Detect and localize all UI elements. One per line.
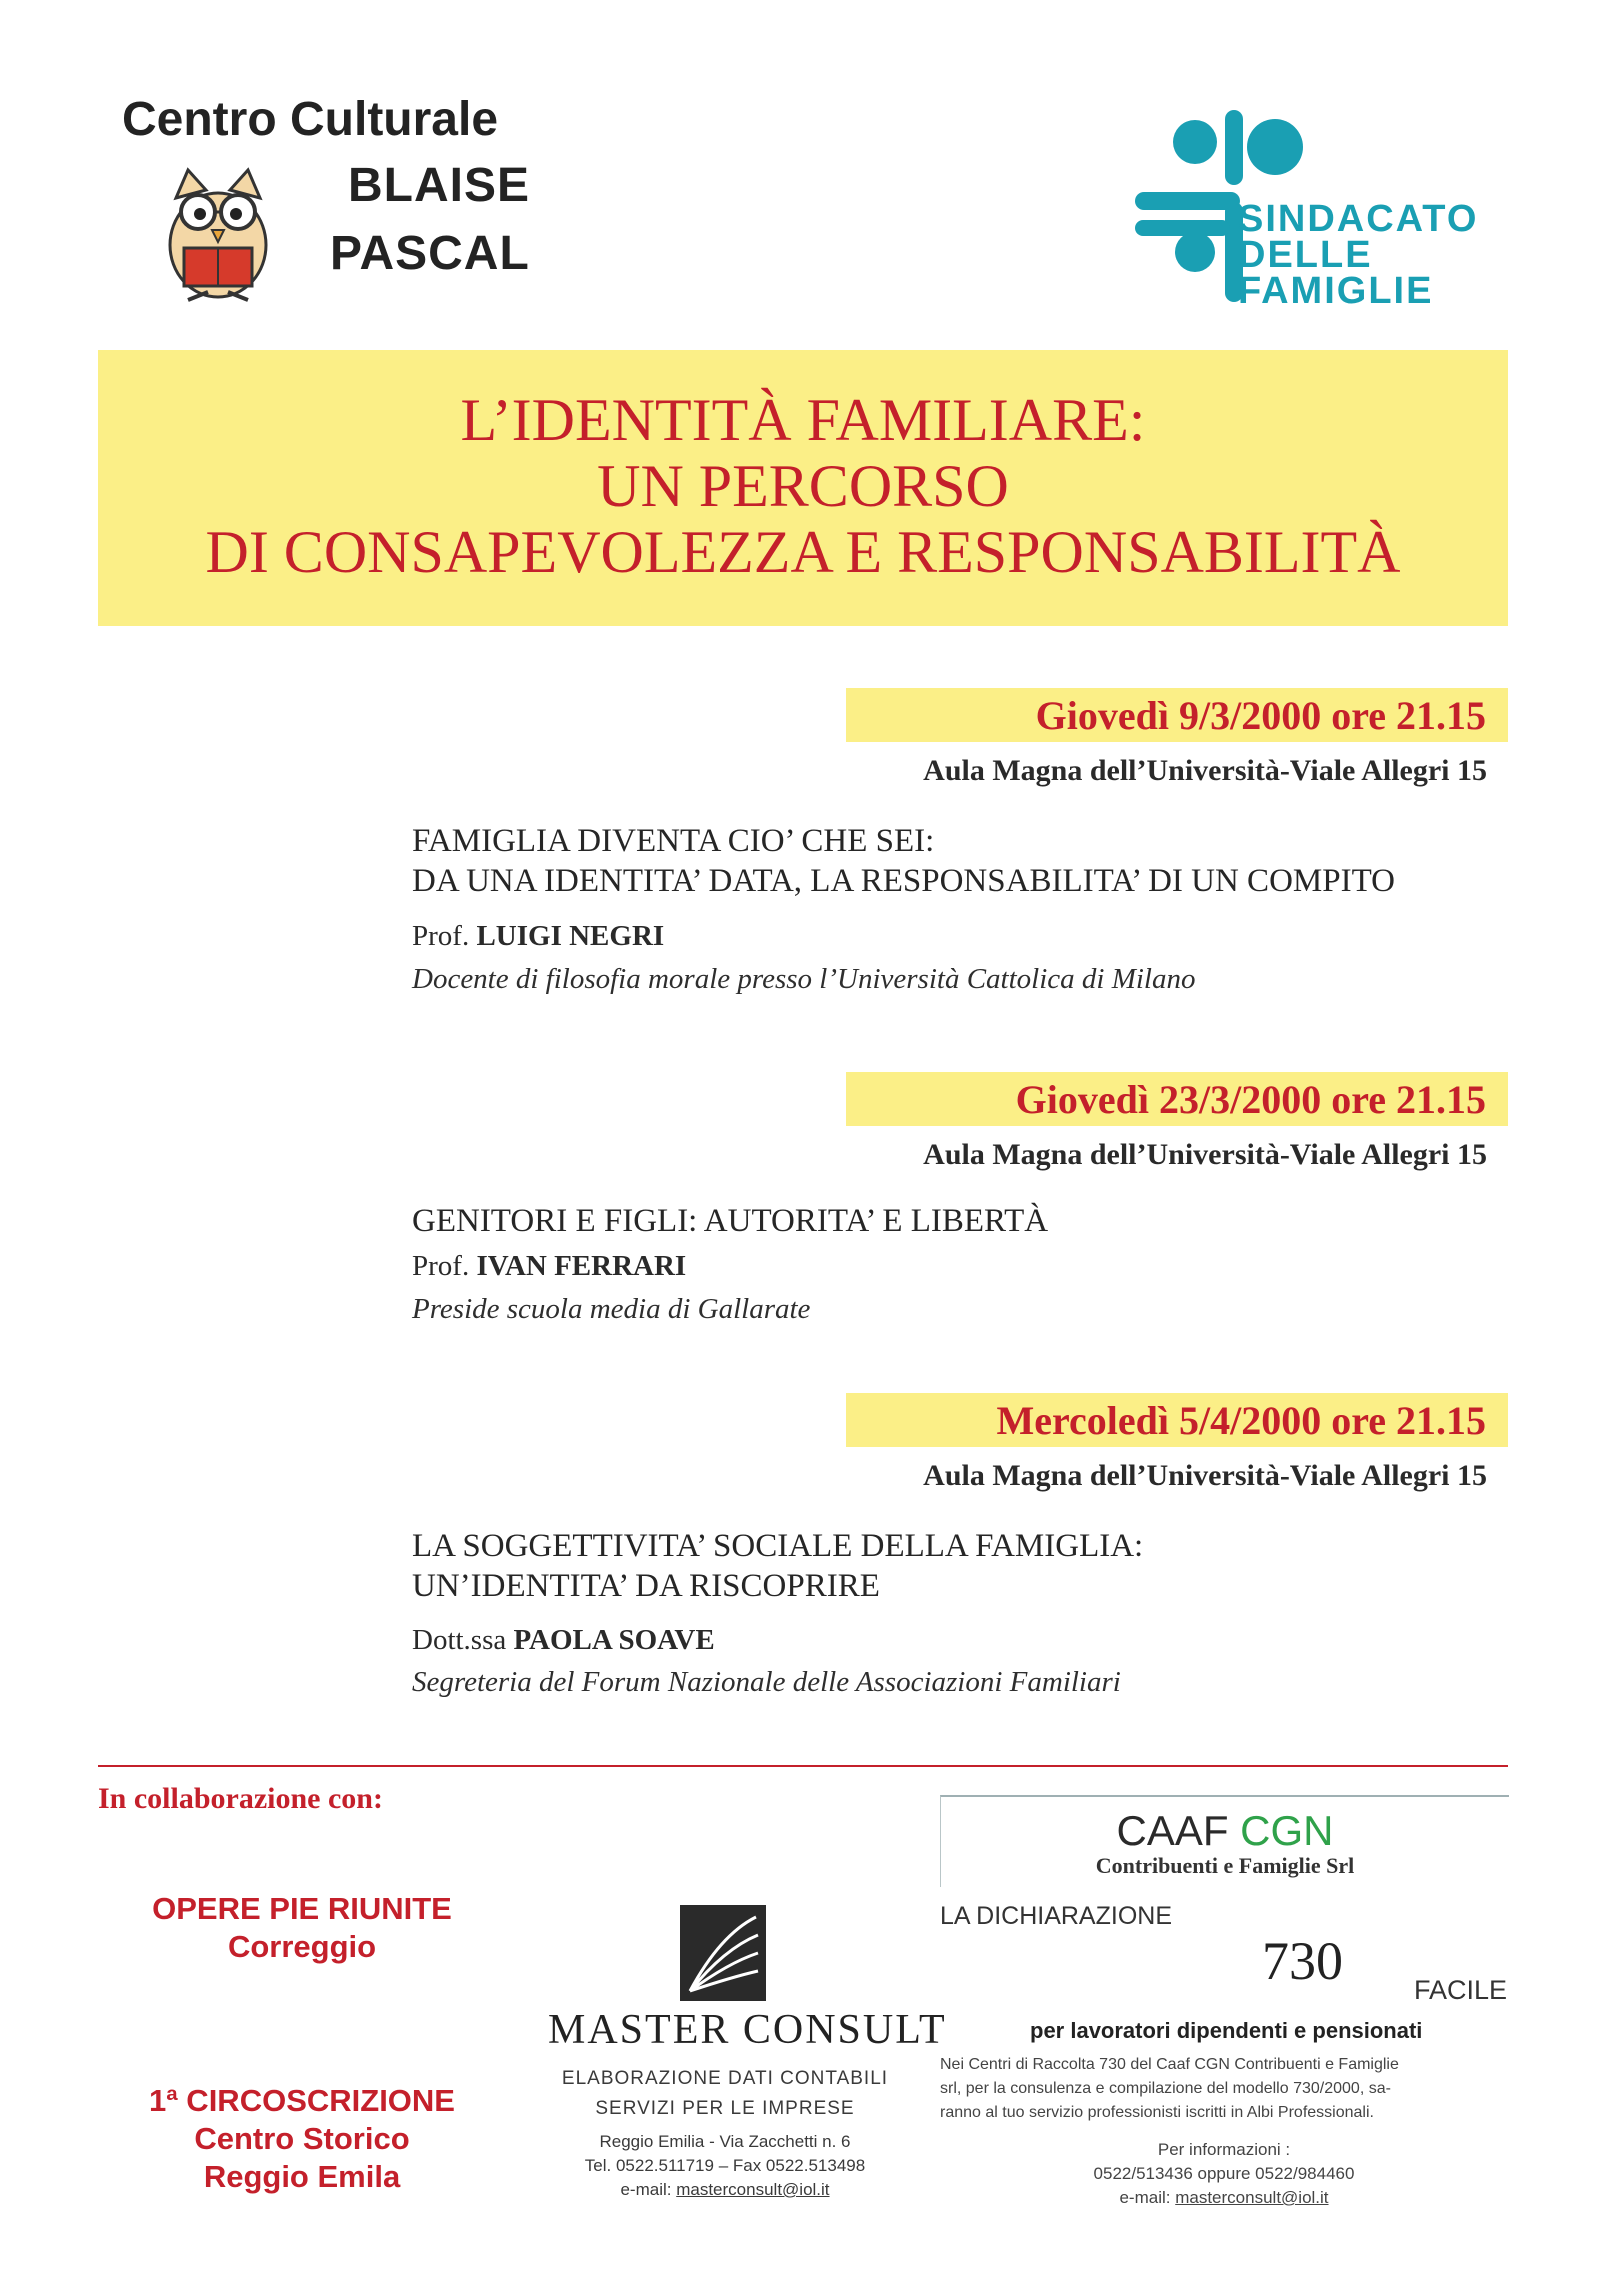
opere-line-1: OPERE PIE RIUNITE xyxy=(152,1891,452,1926)
event-3-date: Mercoledì 5/4/2000 ore 21.15 xyxy=(996,1398,1486,1443)
title-line-2: UN PERCORSO xyxy=(597,453,1009,519)
circoscrizione-line-2: Centro Storico xyxy=(194,2121,410,2156)
event-2-speaker-name: IVAN FERRARI xyxy=(476,1250,687,1282)
event-3-speaker-title: Dott.ssa xyxy=(412,1624,507,1656)
caaf-cgn-box xyxy=(940,1795,1509,1887)
caaf-body-line-1: Nei Centri di Raccolta 730 del Caaf CGN Contribuenti e Famiglie xyxy=(940,2056,1399,2073)
event-3-talk-line-1: LA SOGGETTIVITA’ SOCIALE DELLA FAMIGLIA: xyxy=(412,1528,1144,1564)
caaf-email-link[interactable]: masterconsult@iol.it xyxy=(1175,2188,1329,2207)
caaf-subtitle: Contribuenti e Famiglie Srl xyxy=(1095,1853,1355,1878)
event-1-venue: Aula Magna dell’Università-Viale Allegri 15 xyxy=(923,754,1487,787)
title-line-1: L’IDENTITÀ FAMILIARE: xyxy=(460,387,1146,453)
event-2-speaker-title: Prof. xyxy=(412,1250,470,1282)
master-consult-name: MASTER CONSULT xyxy=(548,2007,947,2053)
event-3-speaker xyxy=(412,1624,715,1657)
event-2-date: Giovedì 23/3/2000 ore 21.15 xyxy=(1015,1077,1486,1122)
title-line-3: DI CONSAPEVOLEZZA E RESPONSABILITÀ xyxy=(205,519,1401,585)
lavoratori-label: per lavoratori dipendenti e pensionati xyxy=(1030,2018,1423,2043)
event-3-date-bar xyxy=(846,1393,1508,1447)
caaf-phones: 0522/513436 oppure 0522/984460 xyxy=(1093,2164,1355,2183)
sindacato-label: SINDACATO xyxy=(1238,198,1479,240)
footer-divider xyxy=(98,1765,1508,1767)
event-3-venue: Aula Magna dell’Università-Viale Allegri 15 xyxy=(923,1459,1487,1492)
event-2-talk-line-1: GENITORI E FIGLI: AUTORITA’ E LIBERTÀ xyxy=(412,1203,1049,1239)
caaf-label: CAAF xyxy=(1116,1807,1229,1854)
facile-label: FACILE xyxy=(1414,1975,1508,2005)
circoscrizione xyxy=(122,2082,482,2196)
caaf-email-label: e-mail: xyxy=(1119,2188,1171,2207)
modello-730-number: 730 xyxy=(1262,1931,1343,1991)
master-consult-address: Reggio Emilia - Via Zacchetti n. 6 xyxy=(599,2132,851,2151)
master-consult-service-2: SERVIZI PER LE IMPRESE xyxy=(595,2098,855,2119)
event-3-role: Segreteria del Forum Nazionale delle Associazioni Familiari xyxy=(412,1666,1121,1698)
caaf-cgn-title xyxy=(941,1807,1509,1855)
title-banner xyxy=(98,350,1508,626)
master-consult-email xyxy=(530,2180,920,2200)
opere-line-2: Correggio xyxy=(227,1929,377,1964)
event-3-speaker-name: PAOLA SOAVE xyxy=(513,1624,715,1656)
caaf-email xyxy=(940,2188,1508,2208)
event-2-speaker xyxy=(412,1250,686,1283)
cgn-label: CGN xyxy=(1240,1807,1334,1854)
event-2-date-bar xyxy=(846,1072,1508,1126)
event-1-speaker-title: Prof. xyxy=(412,920,470,952)
master-consult-email-link[interactable]: masterconsult@iol.it xyxy=(676,2180,830,2199)
event-2-role: Preside scuola media di Gallarate xyxy=(412,1293,811,1325)
master-consult-phone: Tel. 0522.511719 – Fax 0522.513498 xyxy=(584,2156,866,2175)
event-1-speaker xyxy=(412,920,664,953)
opere-pie-riunite xyxy=(122,1890,482,1966)
event-1-talk-line-1: FAMIGLIA DIVENTA CIO’ CHE SEI: xyxy=(412,823,935,859)
caaf-info-label: Per informazioni : xyxy=(1157,2140,1291,2159)
event-1-talk-line-2: DA UNA IDENTITA’ DATA, LA RESPONSABILITA’ DI UN COMPITO xyxy=(412,863,1395,899)
collaboration-label: In collaborazione con: xyxy=(98,1782,383,1815)
master-consult-service-1: ELABORAZIONE DATI CONTABILI xyxy=(561,2068,889,2089)
caaf-body-line-2: srl, per la consulenza e compilazione del modello 730/2000, sa- xyxy=(940,2080,1391,2097)
event-1-date: Giovedì 9/3/2000 ore 21.15 xyxy=(1035,693,1486,738)
centro-culturale-label: Centro Culturale xyxy=(122,93,499,146)
famiglie-label: FAMIGLIE xyxy=(1238,270,1434,312)
circoscrizione-line-1: 1ª CIRCOSCRIZIONE xyxy=(148,2083,455,2118)
event-1-role: Docente di filosofia morale presso l’Università Cattolica di Milano xyxy=(412,963,1196,995)
event-3-talk-line-2: UN’IDENTITA’ DA RISCOPRIRE xyxy=(412,1568,880,1604)
caaf-body-line-3: ranno al tuo servizio professionisti iscritti in Albi Professionali. xyxy=(940,2104,1374,2121)
delle-label: DELLE xyxy=(1238,234,1373,276)
owl-reading-icon xyxy=(148,150,288,310)
blaise-label: BLAISE xyxy=(348,159,531,212)
event-2-venue: Aula Magna dell’Università-Viale Allegri 15 xyxy=(923,1138,1487,1171)
pascal-label: PASCAL xyxy=(330,227,530,280)
circoscrizione-line-3: Reggio Emila xyxy=(203,2159,401,2194)
master-consult-logo-icon xyxy=(680,1905,766,2001)
dichiarazione-label: LA DICHIARAZIONE xyxy=(940,1902,1172,1930)
master-consult-email-label: e-mail: xyxy=(620,2180,672,2199)
event-1-speaker-name: LUIGI NEGRI xyxy=(476,920,665,952)
event-1-date-bar xyxy=(846,688,1508,742)
